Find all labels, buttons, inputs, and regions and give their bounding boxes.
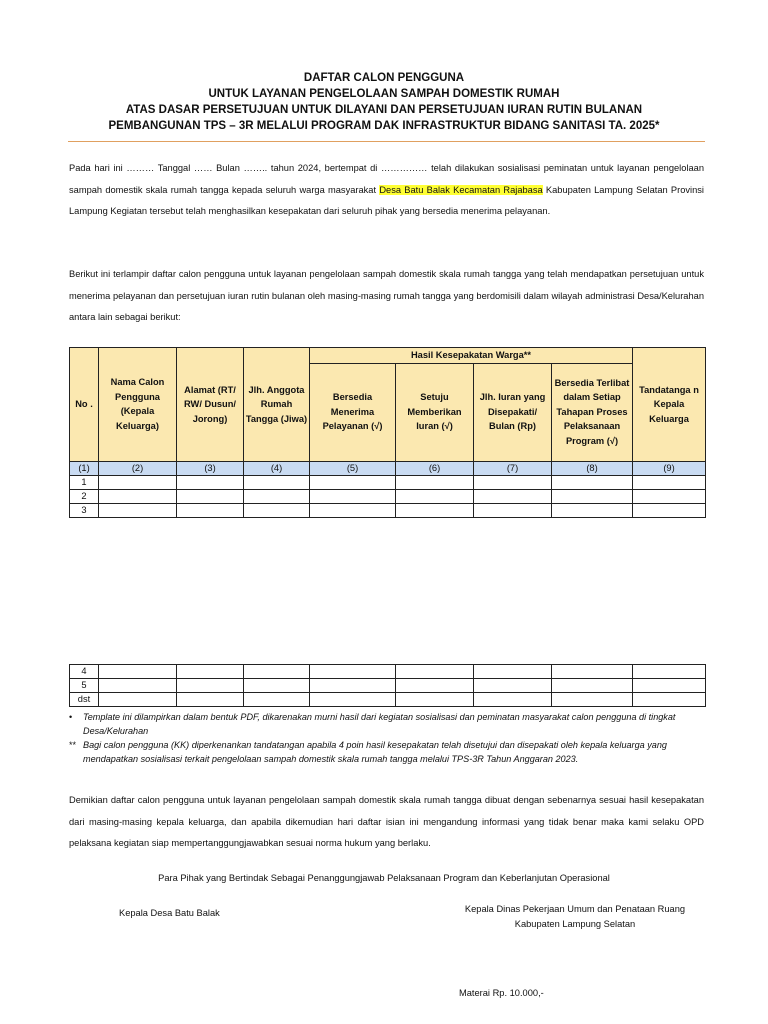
closing-paragraph: [69, 790, 704, 855]
empty-cell: [474, 503, 552, 517]
empty-cell: [552, 503, 633, 517]
header-tandatangan: Tandatanga n Kepala Keluarga: [633, 348, 706, 462]
empty-cell: [244, 503, 310, 517]
empty-cell: [310, 489, 396, 503]
empty-cell: [177, 475, 244, 489]
document-title: [0, 70, 768, 134]
footnote-2: [69, 738, 705, 766]
column-number: (6): [396, 461, 474, 475]
empty-cell: [310, 475, 396, 489]
empty-cell: [396, 679, 474, 693]
column-number: (8): [552, 461, 633, 475]
header-terlibat: Bersedia Terlibat dalam Setiap Tahapan Proses Pelaksanaan Program (√): [552, 363, 633, 461]
intro-text-before: Pada hari ini ……… Tanggal …… Bulan …….. tahun 2024, bertempat di …………… telah dilakukan sosialisasi peminatan untuk layanan pengelolaan sampah domestik skala rumah tangga kepada seluruh warga masyarakat: [69, 163, 704, 195]
empty-cell: [244, 475, 310, 489]
signature-village-head: Kepala Desa Batu Balak: [119, 908, 220, 918]
empty-cell: [474, 665, 552, 679]
empty-cell: [244, 679, 310, 693]
empty-cell: [177, 693, 244, 707]
signature-department-head: [455, 902, 695, 931]
empty-cell: [633, 679, 706, 693]
table-row: [70, 665, 706, 679]
bullet-marker: •: [69, 712, 73, 722]
empty-cell: [552, 475, 633, 489]
empty-cell: [99, 693, 177, 707]
empty-cell: [474, 693, 552, 707]
table-row: [70, 693, 706, 707]
list-intro-text: Berikut ini terlampir daftar calon pengguna untuk layanan pengelolaan sampah domestik skala rumah tangga yang telah mendapatkan persetujuan untuk menerima pelayanan dan persetujuan iuran rutin bulanan oleh masing-masing rumah tangga yang berdomisili dalam wilayah administrasi Desa/Kelurahan antara lain sebagai berikut:: [69, 269, 704, 322]
title-line-4: PEMBANGUNAN TPS – 3R MELALUI PROGRAM DAK INFRASTRUKTUR BIDANG SANITASI TA. 2025*: [108, 120, 660, 132]
empty-cell: [633, 503, 706, 517]
intro-text-after: Kabupaten Lampung Selatan Provinsi Lampung Kegiatan tersebut telah menghasilkan kesepakatan dari seluruh pihak yang bersedia menerima pelayanan.: [69, 184, 704, 216]
header-group-kesepakatan: Hasil Kesepakatan Warga**: [310, 348, 633, 364]
stamp-duty-note: Materai Rp. 10.000,-: [459, 988, 544, 998]
empty-cell: [244, 489, 310, 503]
title-line-1: DAFTAR CALON PENGGUNA: [303, 72, 465, 84]
empty-cell: [310, 693, 396, 707]
empty-cell: [633, 475, 706, 489]
empty-cell: [99, 679, 177, 693]
regency-name: Kabupaten Lampung Selatan: [514, 918, 636, 929]
empty-cell: [633, 665, 706, 679]
empty-cell: [552, 693, 633, 707]
column-number: (1): [70, 461, 99, 475]
header-no: No .: [70, 348, 99, 462]
intro-paragraph: [69, 158, 704, 223]
header-alamat: Alamat (RT/ RW/ Dusun/ Jorong): [177, 348, 244, 462]
empty-cell: [244, 693, 310, 707]
title-line-2: UNTUK LAYANAN PENGELOLAAN SAMPAH DOMESTIK RUMAH: [208, 88, 560, 100]
table-row: [70, 489, 706, 503]
empty-cell: [310, 665, 396, 679]
double-asterisk-marker: **: [69, 740, 77, 750]
empty-cell: [633, 489, 706, 503]
empty-cell: [310, 679, 396, 693]
empty-cell: [552, 679, 633, 693]
column-number: (4): [244, 461, 310, 475]
candidate-table-top: [69, 347, 706, 518]
header-bersedia: Bersedia Menerima Pelayanan (√): [310, 363, 396, 461]
empty-cell: [552, 665, 633, 679]
candidate-table-bottom: [69, 664, 706, 707]
header-iuran: Jlh. Iuran yang Disepakati/ Bulan (Rp): [474, 363, 552, 461]
list-intro-paragraph: [69, 264, 704, 329]
title-line-3: ATAS DASAR PERSETUJUAN UNTUK DILAYANI DAN PERSETUJUAN IURAN RUTIN BULANAN: [125, 104, 643, 116]
footnotes: [69, 710, 705, 766]
row-number: 5: [70, 679, 99, 693]
footnote-2-text: Bagi calon pengguna (KK) diperkenankan tandatangan apabila 4 poin hasil kesepakatan telah disetujui dan disepakati oleh kepala keluarga yang mendapatkan sosialisasi terkait pengelolaan sampah domestik skala rumah tangga melalui TPS-3R Tahun Anggaran 2023.: [83, 740, 667, 764]
empty-cell: [474, 475, 552, 489]
empty-cell: [310, 503, 396, 517]
empty-cell: [633, 693, 706, 707]
column-number-row: [70, 461, 706, 475]
empty-cell: [396, 475, 474, 489]
column-number: (2): [99, 461, 177, 475]
empty-cell: [177, 679, 244, 693]
empty-cell: [99, 489, 177, 503]
column-number: (7): [474, 461, 552, 475]
footnote-1: [69, 710, 705, 738]
title-divider: [68, 141, 705, 142]
row-number: 2: [70, 489, 99, 503]
closing-text: Demikian daftar calon pengguna untuk layanan pengelolaan sampah domestik skala rumah tangga dibuat dengan sebenarnya sesuai hasil kesepakatan dari masing-masing kepala keluarga, dan apabila dikemudian hari daftar isian ini mengandung informasi yang tidak benar maka kami selaku OPD pelaksana kegiatan siap mempertanggungjawabkan sesuai norma hukum yang berlaku.: [69, 795, 704, 848]
row-number: 4: [70, 665, 99, 679]
footnote-1-text: Template ini dilampirkan dalam bentuk PDF, dikarenakan murni hasil dari kegiatan sosialisasi dan peminatan masyarakat calon pengguna di tingkat Desa/Kelurahan: [83, 712, 676, 736]
table-row: [70, 503, 706, 517]
empty-cell: [177, 503, 244, 517]
empty-cell: [474, 679, 552, 693]
empty-cell: [396, 503, 474, 517]
empty-cell: [396, 665, 474, 679]
empty-cell: [99, 475, 177, 489]
empty-cell: [244, 665, 310, 679]
row-number: 3: [70, 503, 99, 517]
column-number: (9): [633, 461, 706, 475]
department-title: Kepala Dinas Pekerjaan Umum dan Penataan Ruang: [464, 904, 686, 914]
header-setuju: Setuju Memberikan Iuran (√): [396, 363, 474, 461]
empty-cell: [99, 503, 177, 517]
empty-cell: [99, 665, 177, 679]
parties-statement: Para Pihak yang Bertindak Sebagai Penanggungjawab Pelaksanaan Program dan Keberlanjutan Operasional: [158, 873, 610, 883]
column-number: (5): [310, 461, 396, 475]
empty-cell: [474, 489, 552, 503]
header-nama: Nama Calon Pengguna (Kepala Keluarga): [99, 348, 177, 462]
row-number: 1: [70, 475, 99, 489]
empty-cell: [177, 489, 244, 503]
table-row: [70, 475, 706, 489]
column-number: (3): [177, 461, 244, 475]
empty-cell: [396, 693, 474, 707]
empty-cell: [552, 489, 633, 503]
highlighted-location: Desa Batu Balak Kecamatan Rajabasa: [379, 184, 543, 195]
table-row: [70, 679, 706, 693]
empty-cell: [177, 665, 244, 679]
row-number: dst: [70, 693, 99, 707]
header-jumlah-anggota: Jlh. Anggota Rumah Tangga (Jiwa): [244, 348, 310, 462]
empty-cell: [396, 489, 474, 503]
